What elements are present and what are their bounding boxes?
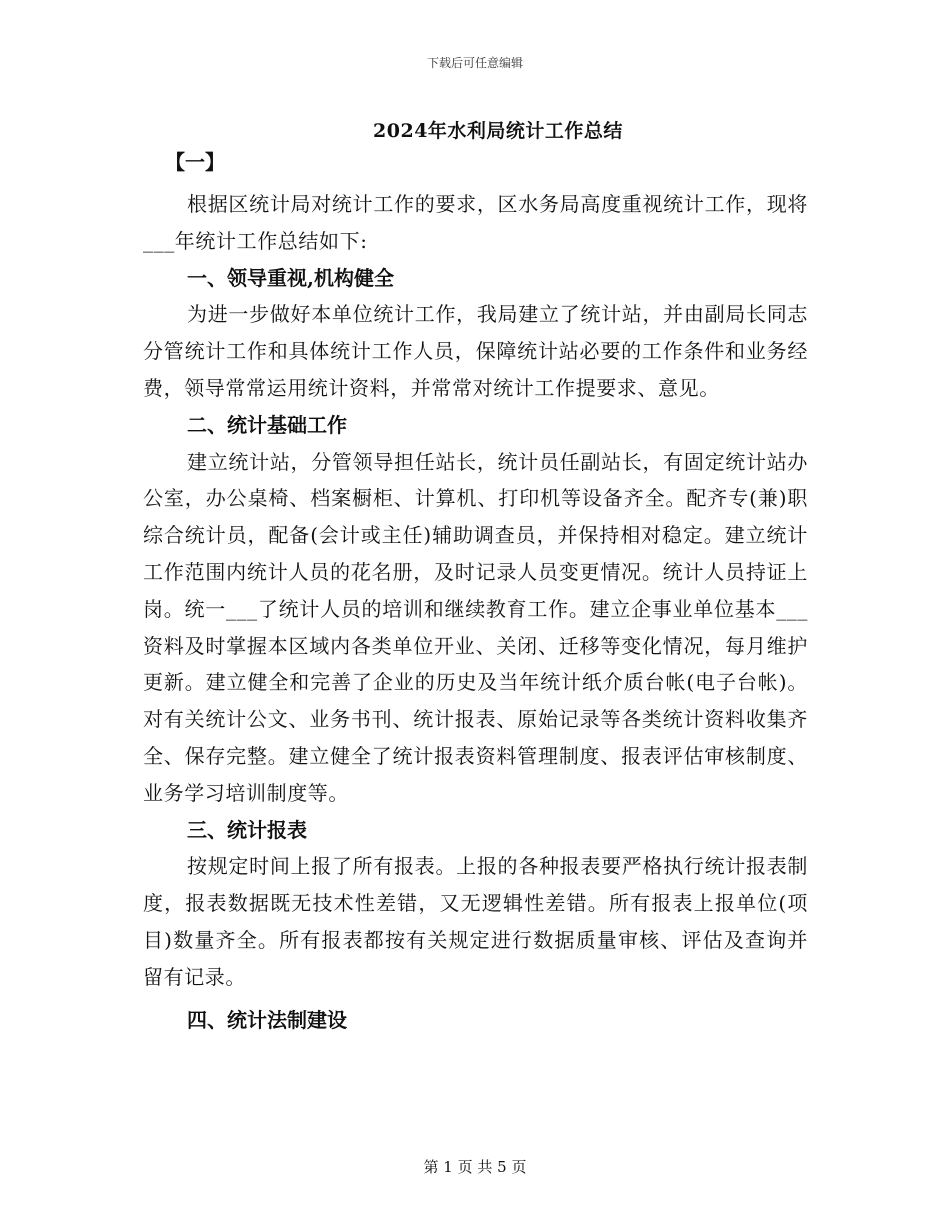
section-heading-4: 四、统计法制建设	[187, 1007, 347, 1032]
section-body-2: 建立统计站，分管领导担任站长，统计员任副站长，有固定统计站办公室，办公桌椅、档案橱柜、计算机、打印机等设备齐全。配齐专(兼)职综合统计员，配备(会计或主任)辅助调查员，并保持相对稳定。建立统计工作范围内统计人员的花名册，及时记录人员变更情况。统计人员持证上岗。统一___了统计人员的培训和继续教育工作。建立企事业单位基本___资料及时掌握本区域内各类单位开业、关闭、迁移等变化情况，每月维护更新。建立健全和完善了企业的历史及当年统计纸介质台帐(电子台帐)。对有关统计公文、业务书刊、统计报表、原始记录等各类统计资料收集齐全、保存完整。建立健全了统计报表资料管理制度、报表评估审核制度、业务学习培训制度等。	[143, 449, 808, 805]
section-heading-2: 二、统计基础工作	[187, 412, 347, 437]
document-title: 2024年水利局统计工作总结	[373, 120, 623, 142]
page-number: 第 1 页 共 5 页	[423, 1158, 527, 1176]
section-heading-3: 三、统计报表	[187, 817, 307, 842]
intro-paragraph: 根据区统计局对统计工作的要求，区水务局高度重视统计工作，现将___年统计工作总结如下:	[143, 192, 808, 253]
section-mark: 【一】	[165, 150, 225, 174]
section-body-3: 按规定时间上报了所有报表。上报的各种报表要严格执行统计报表制度，报表数据既无技术性差错，又无逻辑性差错。所有报表上报单位(项目)数量齐全。所有报表都按有关规定进行数据质量审核、评估及查询并留有记录。	[143, 854, 808, 989]
header-note: 下载后可任意编辑	[426, 56, 523, 70]
section-heading-1: 一、领导重视,机构健全	[187, 265, 394, 290]
section-body-1: 为进一步做好本单位统计工作，我局建立了统计站，并由副局长同志分管统计工作和具体统计工作人员，保障统计站必要的工作条件和业务经费，领导常常运用统计资料，并常常对统计工作提要求、意见。	[143, 302, 808, 400]
document-body	[143, 148, 808, 1038]
